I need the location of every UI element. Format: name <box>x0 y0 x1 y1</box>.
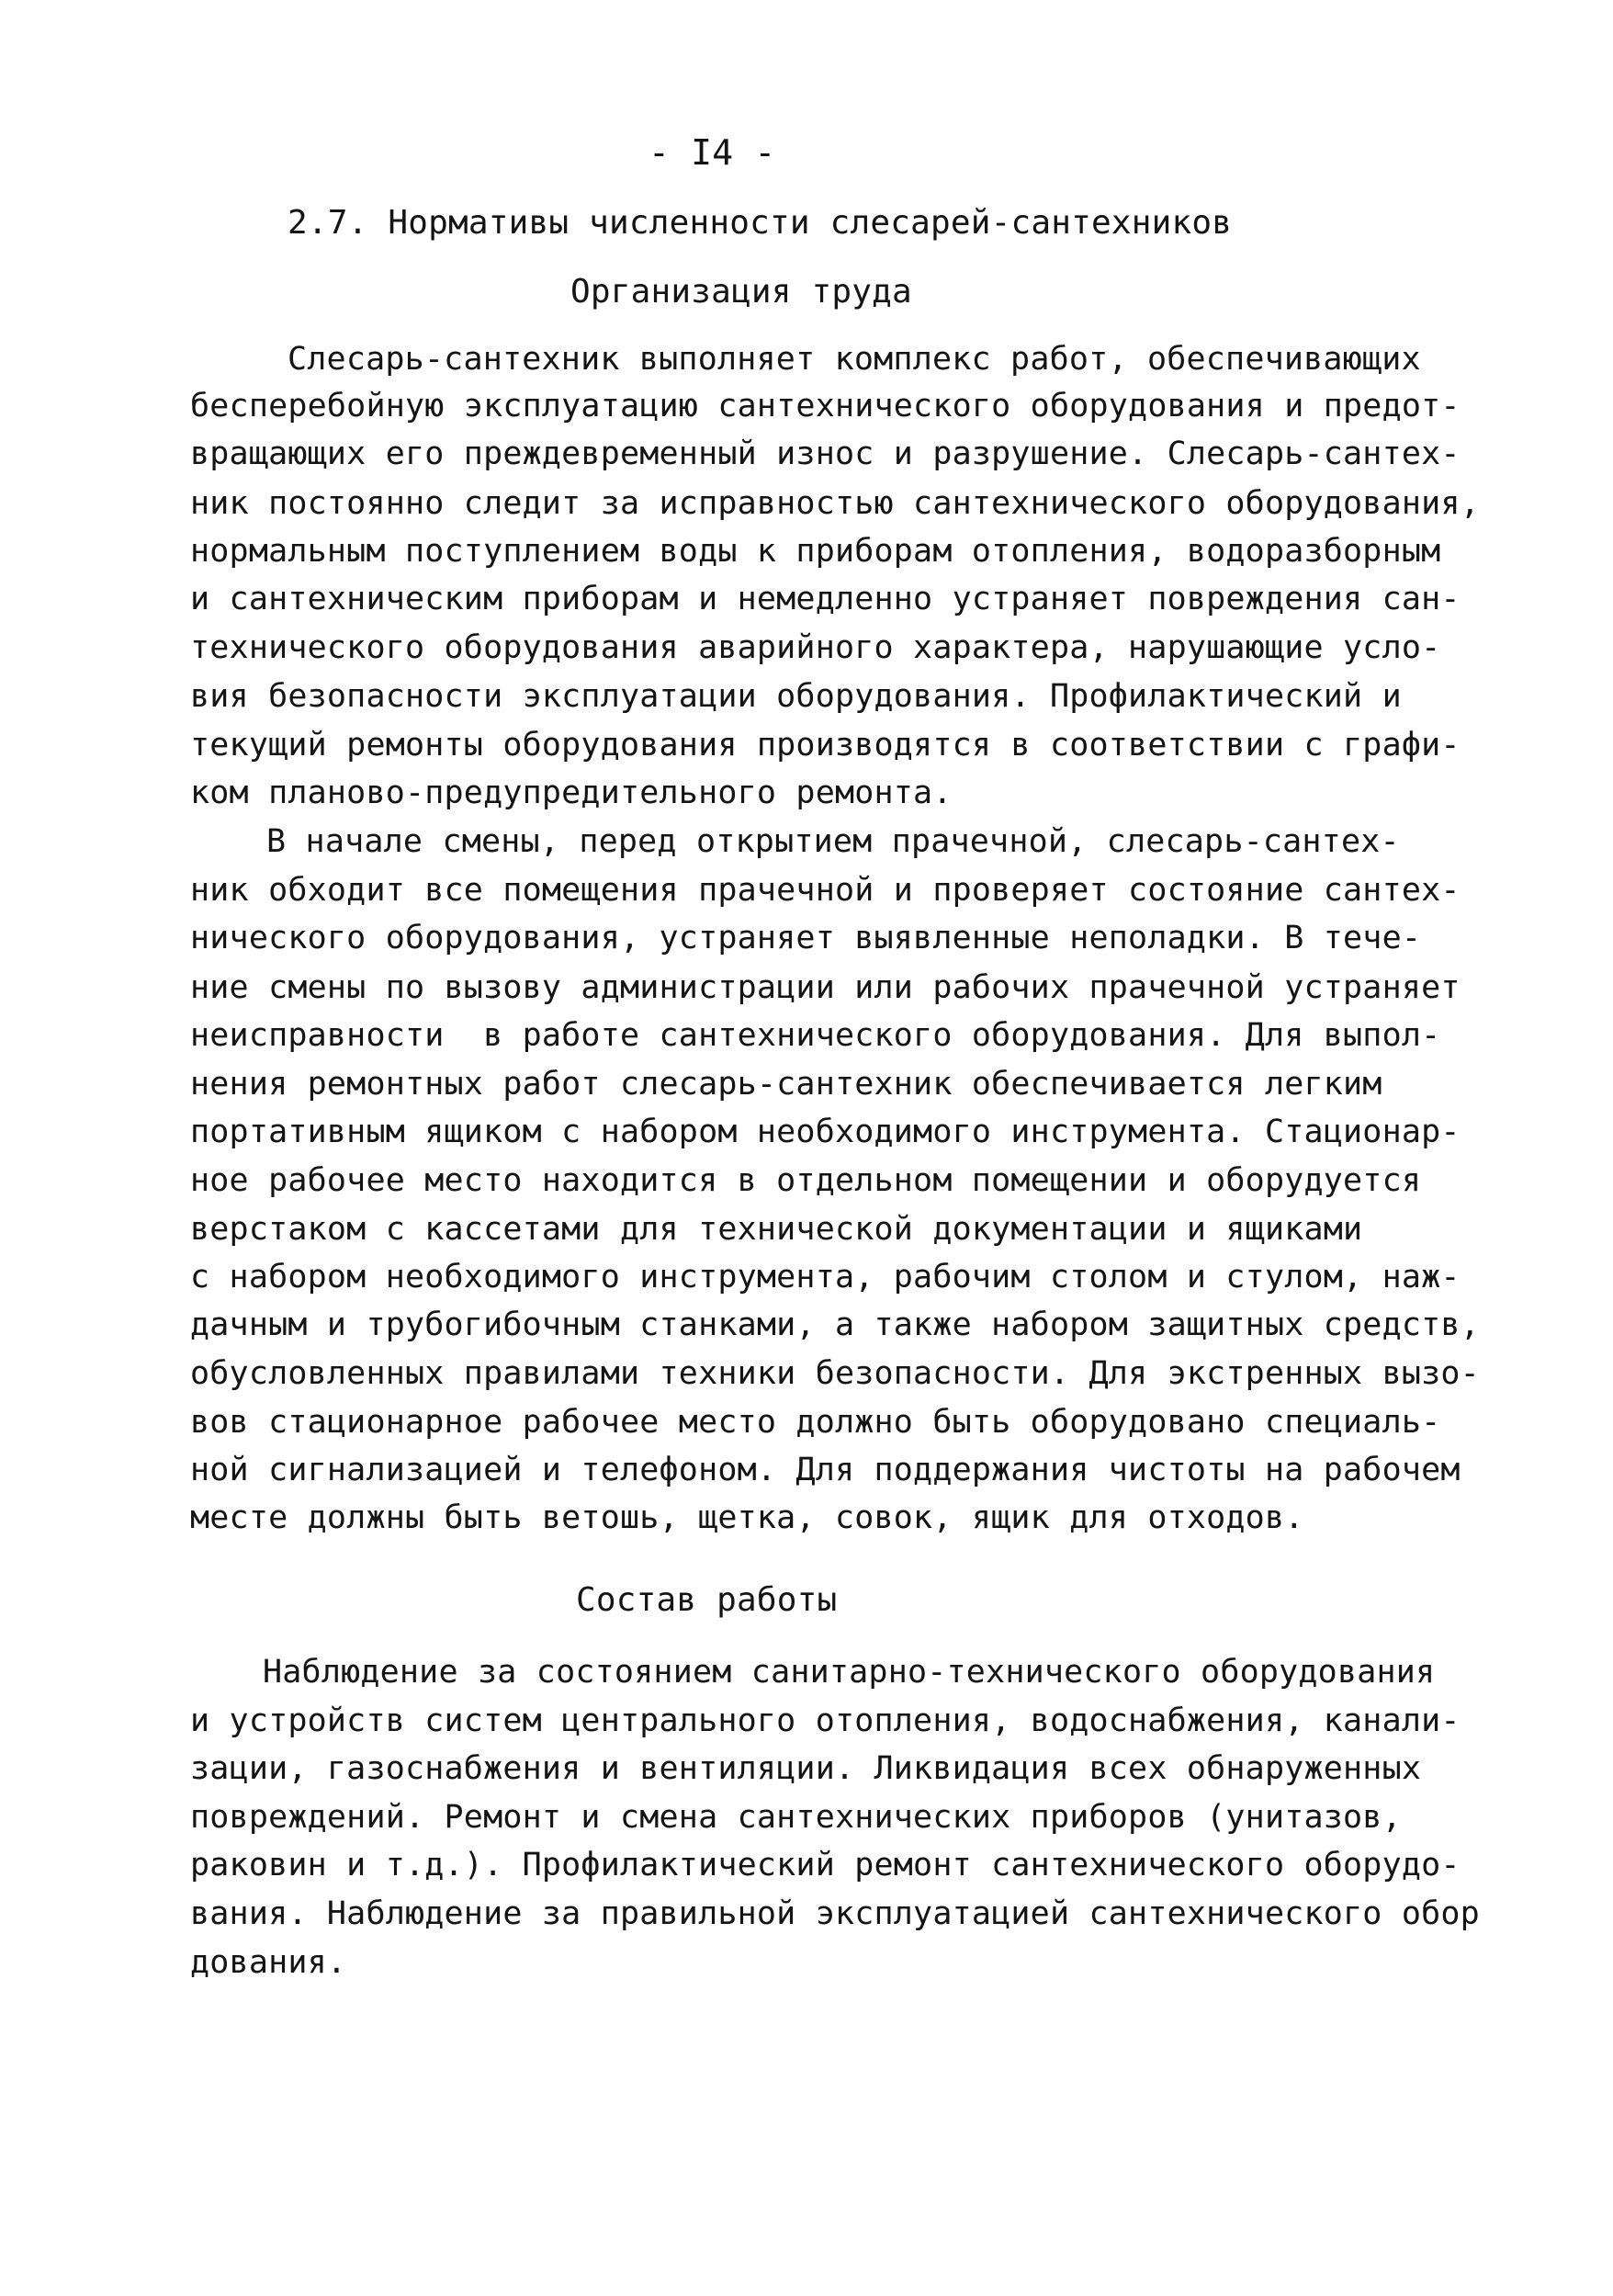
paragraph-line: и сантехническим приборам и немедленно устраняет повреждения сан- <box>190 581 1461 617</box>
paragraph-line: текущий ремонты оборудования производятся в соответствии с графи- <box>190 727 1461 763</box>
paragraph-line: портативным ящиком с набором необходимого инструмента. Стационар- <box>190 1114 1461 1150</box>
subsection-title-work-composition: Состав работы <box>576 1581 838 1619</box>
paragraph-line: вов стационарное рабочее место должно быть оборудовано специаль- <box>190 1404 1441 1441</box>
paragraph-line: повреждений. Ремонт и смена сантехнических приборов (унитазов, <box>190 1799 1402 1836</box>
paragraph-line: технического оборудования аварийного характера, нарушающие усло- <box>190 629 1441 666</box>
paragraph-line: Наблюдение за состоянием санитарно-технического оборудования <box>263 1654 1436 1691</box>
paragraph-line: нения ремонтных работ слесарь-сантехник обеспечивается легким <box>190 1066 1382 1103</box>
paragraph-line: вия безопасности эксплуатации оборудования. Профилактический и <box>190 678 1402 715</box>
paragraph-line: раковин и т.д.). Профилактический ремонт сантехнического оборудо- <box>190 1847 1461 1883</box>
paragraph-line: вращающих его преждевременный износ и разрушение. Слесарь-сантех- <box>190 435 1461 472</box>
paragraph-line: и устройств систем центрального отопления, водоснабжения, канали- <box>190 1702 1461 1739</box>
paragraph-line: Слесарь-сантехник выполняет комплекс работ, обеспечивающих <box>288 341 1421 378</box>
section-title: 2.7. Нормативы численности слесарей-сантехников <box>288 204 1233 242</box>
paragraph-line: обусловленных правилами техники безопасности. Для экстренных вызо- <box>190 1355 1480 1392</box>
paragraph-line: зации, газоснабжения и вентиляции. Ликвидация всех обнаруженных <box>190 1750 1422 1787</box>
paragraph-line: дачным и трубогибочным станками, а также набором защитных средств, <box>190 1306 1480 1343</box>
paragraph-line: с набором необходимого инструмента, рабочим столом и стулом, наж- <box>190 1259 1461 1295</box>
paragraph-line: бесперебойную эксплуатацию сантехнического оборудования и предот- <box>190 388 1461 424</box>
paragraph-line: ное рабочее место находится в отдельном помещении и оборудуется <box>190 1162 1422 1199</box>
paragraph-line: ком планово-предупредительного ремонта. <box>190 775 953 811</box>
subsection-title-organization: Организация труда <box>570 273 912 311</box>
paragraph-line: неисправности в работе сантехнического оборудования. Для выпол- <box>190 1017 1441 1054</box>
paragraph-line: дования. <box>190 1944 347 1981</box>
paragraph-line: нормальным поступлением воды к приборам отопления, водоразборным <box>190 533 1441 570</box>
page-number: - I4 - <box>649 132 776 173</box>
paragraph-line: вания. Наблюдение за правильной эксплуатацией сантехнического обор <box>190 1895 1480 1932</box>
paragraph-line: ник обходит все помещения прачечной и проверяет состояние сантех- <box>190 872 1461 909</box>
paragraph-line: нического оборудования, устраняет выявленные неполадки. В тече- <box>190 920 1422 956</box>
paragraph-line: ной сигнализацией и телефоном. Для поддержания чистоты на рабочем <box>190 1452 1461 1488</box>
paragraph-line: месте должны быть ветошь, щетка, совок, ящик для отходов. <box>190 1499 1304 1536</box>
paragraph-line: ник постоянно следит за исправностью сантехнического оборудования, <box>190 485 1480 522</box>
paragraph-line: ние смены по вызову администрации или рабочих прачечной устраняет <box>190 969 1461 1006</box>
paragraph-line: В начале смены, перед открытием прачечной, слесарь-сантех- <box>266 823 1400 860</box>
paragraph-line: верстаком с кассетами для технической документации и ящиками <box>190 1211 1363 1248</box>
